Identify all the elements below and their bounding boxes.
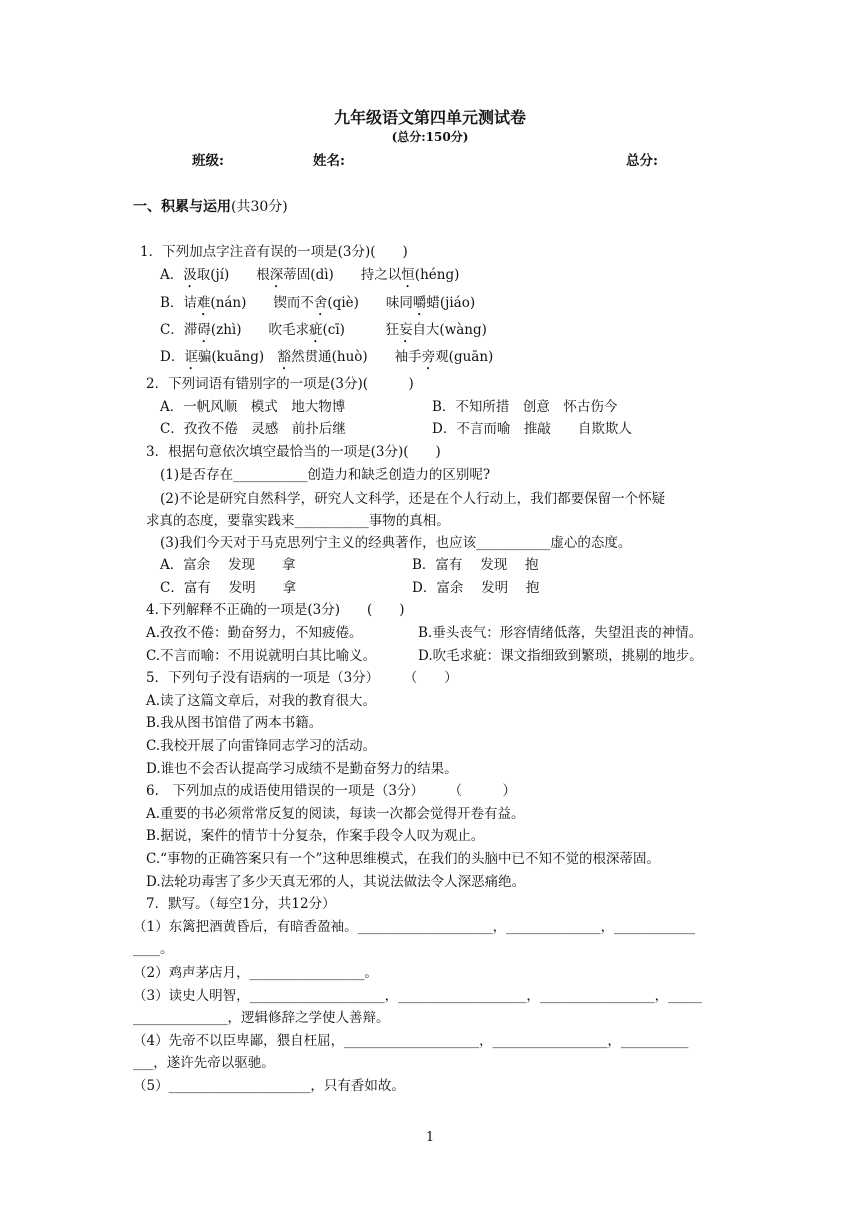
question-7-line-3: （3）读史人明智，____________________，___________________，_________________，_____ (133, 988, 702, 1004)
question-3-option-c: C．富有 发明 拿 (160, 580, 297, 596)
question-3-option-d: D．富余 发明 抱 (412, 580, 540, 596)
question-3-sentence-2: (2)不论是研究自然科学，研究人文科学，还是在个人行动上，我们都要保留一个怀疑 (160, 491, 666, 507)
question-1-option-a: A．汲取(jí) 根深蒂固(dì) 持之以恒(héng) (160, 267, 460, 283)
name-label: 姓名: (313, 153, 345, 169)
question-5-option-a: A.读了这篇文章后，对我的教育很大。 (146, 693, 377, 709)
question-6-option-c: C.“事物的正确答案只有一个”这种思维模式，在我们的头脑中已不知不觉的根深蒂固。 (146, 851, 660, 867)
question-5-option-d: D.谁也不会否认提高学习成绩不是勤奋努力的结果。 (146, 761, 458, 777)
question-2-option-a: A．一帆风顺 模式 地大物博 (160, 399, 346, 415)
question-7-line-1-cont: ____。 (133, 941, 174, 957)
question-7-stem: 7．默写。（每空1分，共12分） (146, 896, 336, 912)
question-7-line-5: （5）_____________________，只有香如故。 (133, 1078, 405, 1094)
question-6-option-d: D.法轮功毒害了多少天真无邪的人，其说法做法令人深恶痛绝。 (146, 874, 526, 890)
total-score-note: (总分:150分) (391, 130, 469, 144)
question-1-stem: 1．下列加点字注音有误的一项是(3分)( ) (140, 244, 408, 260)
question-2-option-d: D．不言而喻 推敲 自欺欺人 (432, 421, 632, 437)
question-3-sentence-2-cont: 求真的态度，要靠实践来___________事物的真相。 (146, 513, 450, 529)
question-2-option-b: B．不知所措 创意 怀古伤今 (432, 399, 618, 415)
question-3-sentence-3: (3)我们今天对于马克思列宁主义的经典著作，也应该___________虚心的态度。 (160, 535, 632, 551)
question-4-option-b: B.垂头丧气：形容情绪低落，失望沮丧的神情。 (418, 625, 703, 641)
question-7-line-3-cont: ______________，逻辑修辞之学使人善辩。 (133, 1010, 390, 1026)
question-7-line-2: （2）鸡声茅店月，_________________。 (133, 965, 378, 981)
question-5-stem: 5．下列句子没有语病的一项是（3分） （ ） (146, 670, 458, 686)
question-4-option-c: C.不言而喻：不用说就明白其比喻义。 (146, 648, 377, 664)
question-7-line-4-cont: ___，遂许先帝以驱驰。 (133, 1055, 275, 1071)
question-1-option-c: C．滞碍(zhì) 吹毛求疵(cī) 狂妄自大(wàng) (160, 322, 487, 338)
section-heading: 一、积累与运用(共30分) (133, 199, 288, 215)
question-5-option-b: B.我从图书馆借了两本书籍。 (146, 715, 323, 731)
question-4-option-a: A.孜孜不倦：勤奋努力，不知疲倦。 (146, 625, 363, 641)
page-title: 九年级语文第四单元测试卷 (333, 108, 526, 127)
question-7-line-1: （1）东篱把酒黄昏后，有暗香盈袖。____________________，______________，____________ (133, 919, 696, 935)
question-1-option-b: B．诘难(nán) 锲而不舍(qiè) 味同嚼蜡(jiáo) (160, 295, 476, 311)
question-2-option-c: C．孜孜不倦 灵感 前扑后继 (160, 421, 346, 437)
question-6-option-a: A.重要的书必须常常反复的阅读，每读一次都会觉得开卷有益。 (146, 806, 525, 822)
score-label: 总分: (626, 153, 658, 169)
question-2-stem: 2．下列词语有错别字的一项是(3分)( ) (146, 376, 414, 392)
question-1-option-d: D．诓骗(kuāng) 豁然贯通(huò) 袖手旁观(guān) (160, 349, 494, 365)
question-4-option-d: D.吹毛求疵：课文指细致到繁琐，挑剔的地步。 (418, 648, 703, 664)
page-number: 1 (425, 1130, 435, 1145)
question-5-option-c: C.我校开展了向雷锋同志学习的活动。 (146, 738, 377, 754)
question-3-sentence-1: (1)是否存在___________创造力和缺乏创造力的区别呢? (160, 467, 491, 483)
question-6-option-b: B.据说，案件的情节十分复杂，作案手段令人叹为观止。 (146, 828, 485, 844)
question-4-stem: 4.下列解释不正确的一项是(3分) ( ) (146, 602, 405, 618)
question-3-option-a: A．富余 发现 拿 (160, 557, 296, 573)
class-label: 班级: (192, 153, 224, 169)
question-6-stem: 6. 下列加点的成语使用错误的一项是（3分） （ ） (146, 783, 517, 799)
question-3-stem: 3．根据句意依次填空最恰当的一项是(3分)( ) (146, 444, 441, 460)
question-3-option-b: B．富有 发现 抱 (412, 557, 539, 573)
question-7-line-4: （4）先帝不以臣卑鄙，猥自枉屈，____________________，_________________，__________ (133, 1033, 689, 1049)
